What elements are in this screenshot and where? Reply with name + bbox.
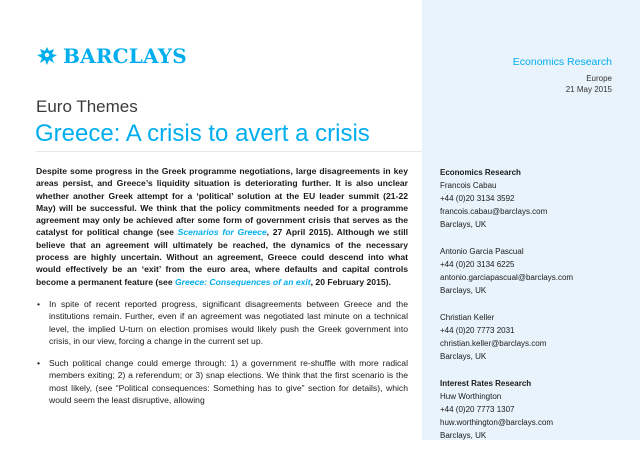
contact-heading: Interest Rates Research bbox=[440, 379, 532, 388]
summary-text-2: , 27 April 2015). Although we still believe that an agreement will ultimately be reached, the dynamics of the necessary process are highly uncertain. Without an agreement, Greece could descend into what would effectively be an ‘exit’ from the euro area, where defaults and capital controls become a permanent feature (see bbox=[36, 227, 408, 287]
contact-email[interactable]: francois.cabau@barclays.com bbox=[440, 207, 548, 216]
contact-name: Huw Worthington bbox=[440, 392, 502, 401]
consequences-link[interactable]: Greece: Consequences of an exit bbox=[175, 276, 311, 287]
contact-card bbox=[440, 377, 630, 442]
contact-name: Francois Cabau bbox=[440, 181, 497, 190]
eagle-icon bbox=[36, 45, 58, 67]
contact-phone: +44 (0)20 3134 3592 bbox=[440, 194, 515, 203]
page-title: Greece: A crisis to avert a crisis bbox=[35, 120, 370, 147]
bullet-point bbox=[36, 298, 408, 347]
contact-company: Barclays, UK bbox=[440, 431, 487, 440]
title-divider bbox=[36, 151, 422, 152]
brand-wordmark: BARCLAYS bbox=[63, 44, 187, 68]
contact-email[interactable]: christian.keller@barclays.com bbox=[440, 339, 547, 348]
analyst-contacts bbox=[440, 166, 630, 456]
bullet-point bbox=[36, 357, 408, 406]
bullet-dot: • bbox=[37, 298, 41, 309]
contact-card bbox=[440, 245, 630, 297]
contact-company: Barclays, UK bbox=[440, 352, 487, 361]
barclays-logo bbox=[36, 44, 187, 68]
contact-name: Antonio Garcia Pascual bbox=[440, 247, 524, 256]
contact-company: Barclays, UK bbox=[440, 220, 487, 229]
bullet-text: In spite of recent reported progress, significant disagreements between Greece and the institutions remain. Further, even if an agreement was negotiated last minute on a technical level, the implied U-turn on election promises would likely push the Greek government into crisis, in our view, forcing a change in the current set up. bbox=[49, 298, 408, 346]
contact-card bbox=[440, 311, 630, 363]
bullet-text: Such political change could emerge through: 1) a government re-shuffle with more radical members exiting; 2) a referendum; or 3) snap elections. We think that the first scenario is the most likely, (see “Political consequences: Something has to give” section for details), which would seem the least disruptive, allowing bbox=[49, 358, 408, 406]
summary-paragraph bbox=[36, 165, 408, 288]
series-label: Euro Themes bbox=[36, 97, 138, 116]
contact-email[interactable]: huw.worthington@barclays.com bbox=[440, 418, 554, 427]
contact-card bbox=[440, 166, 630, 231]
summary-text-3: , 20 February 2015). bbox=[310, 276, 391, 287]
department-label: Economics Research bbox=[512, 56, 612, 68]
contact-heading: Economics Research bbox=[440, 168, 521, 177]
contact-name: Christian Keller bbox=[440, 313, 495, 322]
contact-phone: +44 (0)20 7773 1307 bbox=[440, 405, 515, 414]
contact-company: Barclays, UK bbox=[440, 286, 487, 295]
region-label: Europe bbox=[586, 74, 612, 83]
summary-text-1: Despite some progress in the Greek programme negotiations, large disagreements in key areas persist, and Greece’s liquidity situation is deteriorating further. It is also unclear whether another Greek attempt for a ‘political’ solution at the EU leader summit (21-22 May) will be successful. We think that the policy commitments needed for a programme agreement may only be achieved after some form of government crisis that serves as the catalyst for political change (see bbox=[36, 166, 408, 238]
bullet-dot: • bbox=[37, 358, 41, 369]
contact-email[interactable]: antonio.garciapascual@barclays.com bbox=[440, 273, 574, 282]
report-body bbox=[36, 165, 408, 416]
contact-phone: +44 (0)20 3134 6225 bbox=[440, 260, 515, 269]
contact-phone: +44 (0)20 7773 2031 bbox=[440, 326, 515, 335]
scenarios-link[interactable]: Scenarios for Greece bbox=[177, 227, 267, 238]
publish-date: 21 May 2015 bbox=[565, 85, 612, 94]
